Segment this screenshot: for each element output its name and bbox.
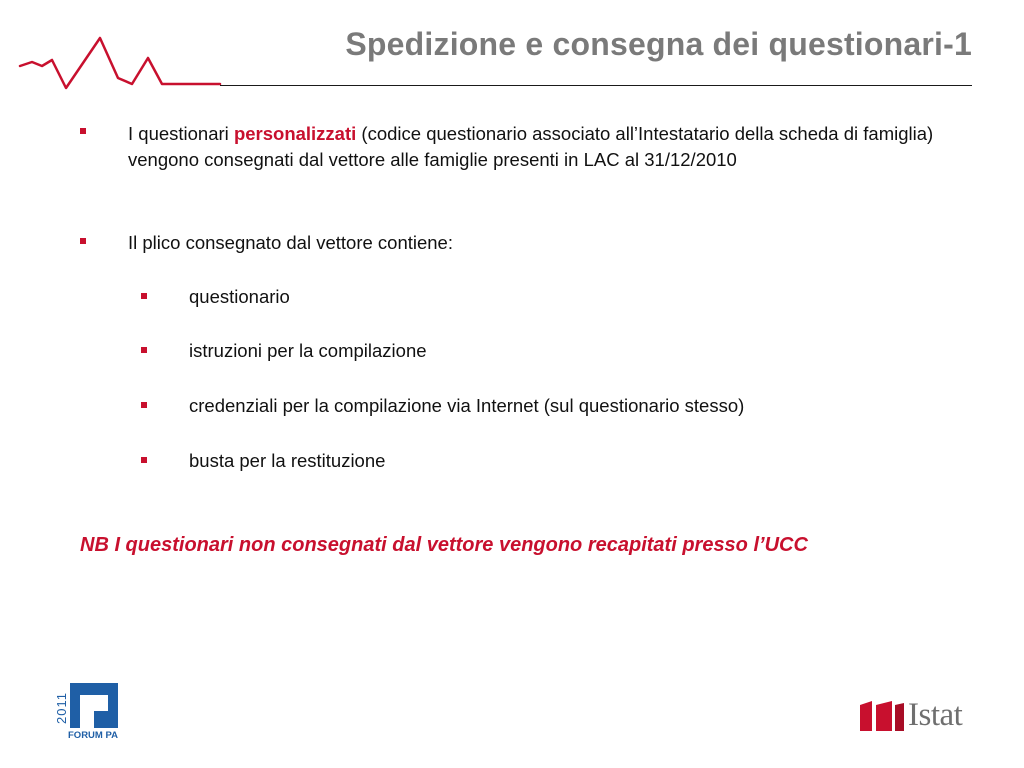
title-divider [220, 85, 972, 86]
sub-item-istruzioni: istruzioni per la compilazione [189, 340, 427, 361]
bullet-item-plico: Il plico consegnato dal vettore contiene: [128, 232, 453, 253]
bullet-marker [80, 238, 86, 244]
forum-year-text: 2011 [54, 692, 69, 724]
sub-bullet-marker [141, 402, 147, 408]
bullet-item-text: I questionari [128, 123, 234, 144]
sub-item-credenziali: credenziali per la compilazione via Internet (sul questionario stesso) [189, 395, 745, 416]
bullet-item-personalized [128, 121, 958, 173]
sub-item-busta: busta per la restituzione [189, 450, 386, 471]
sub-bullet-marker [141, 457, 147, 463]
istat-logo-mark [858, 699, 906, 733]
forum-name-text: FORUM PA [68, 730, 118, 740]
forum-pa-logo [54, 680, 122, 740]
slide-title: Spedizione e consegna dei questionari-1 [345, 26, 972, 62]
istat-logo-text: Istat [908, 697, 963, 733]
bullet-marker [80, 128, 86, 134]
sub-item-questionario: questionario [189, 286, 290, 307]
bullet-item-text: (codice questionario associato all’Intestatario della scheda di famiglia) vengono consegnati dal vettore alle famiglie presenti in LAC al 31/12/2010 [128, 123, 934, 170]
sub-bullet-marker [141, 347, 147, 353]
note-text: NB I questionari non consegnati dal vettore vengono recapitati presso l’UCC [80, 534, 808, 556]
sub-bullet-marker [141, 293, 147, 299]
highlight-personalizzati: personalizzati [233, 123, 357, 144]
header-sparkline-decoration [18, 36, 228, 92]
